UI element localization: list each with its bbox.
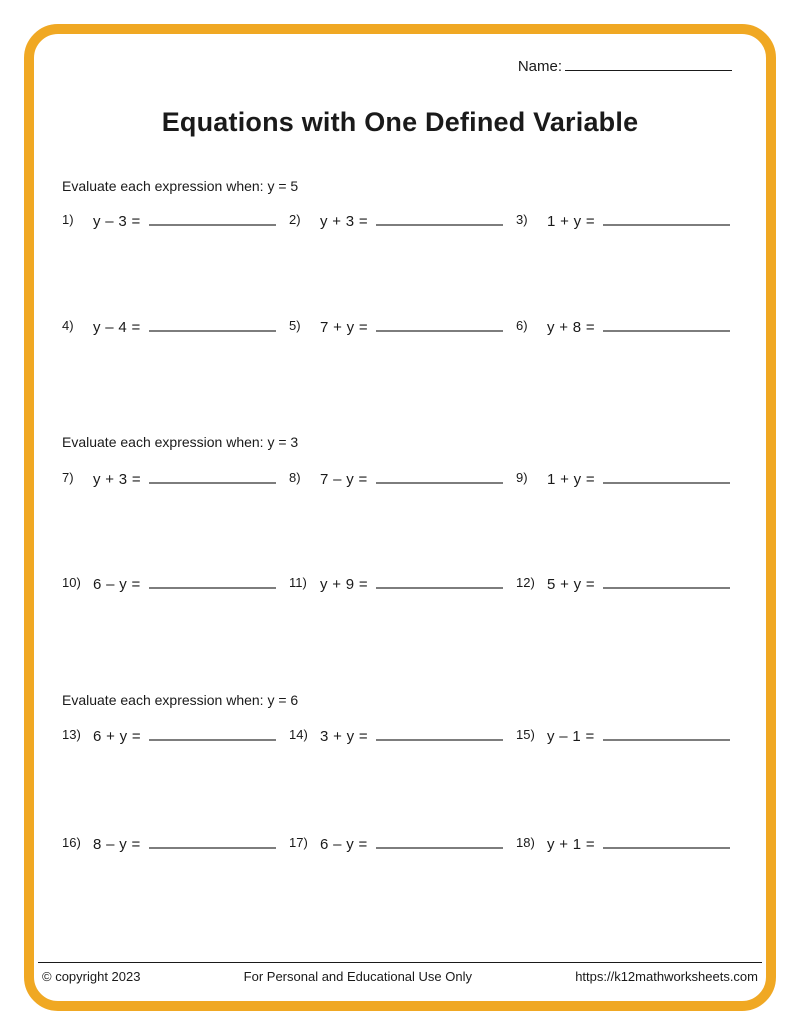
name-label: Name: [517, 58, 562, 75]
problem-10 [62, 575, 276, 595]
problem-row [62, 727, 730, 747]
name-blank-line [565, 70, 732, 71]
answer-blank-line [376, 847, 503, 849]
problem-number: 4) [62, 318, 74, 333]
problem-number: 9) [516, 470, 528, 485]
answer-blank-line [376, 587, 503, 589]
problem-expression: y + 1 = [547, 836, 595, 853]
answer-blank-line [149, 587, 276, 589]
footer-website-url: https://k12mathworksheets.com [575, 969, 758, 984]
problem-expression: 6 – y = [320, 836, 368, 853]
answer-blank-line [149, 224, 276, 226]
problem-8 [289, 470, 503, 490]
problem-expression: y – 1 = [547, 728, 595, 745]
section-y-equals-3 [62, 433, 730, 595]
problem-number: 10) [62, 575, 81, 590]
problem-expression: y – 4 = [93, 319, 141, 336]
problem-13 [62, 727, 276, 747]
answer-blank-line [149, 739, 276, 741]
answer-blank-line [149, 847, 276, 849]
section-instruction: Evaluate each expression when: y = 5 [62, 178, 299, 194]
problem-row [62, 835, 730, 855]
problem-expression: y + 8 = [547, 319, 595, 336]
problem-expression: 1 + y = [547, 213, 595, 230]
section-instruction: Evaluate each expression when: y = 3 [62, 434, 299, 450]
problem-expression: 6 + y = [93, 728, 141, 745]
footer-copyright: © copyright 2023 [42, 969, 141, 984]
answer-blank-line [376, 482, 503, 484]
problem-expression: y + 3 = [320, 213, 368, 230]
problem-number: 15) [516, 727, 535, 742]
problem-3 [516, 212, 730, 232]
problem-expression: 8 – y = [93, 836, 141, 853]
problem-2 [289, 212, 503, 232]
problem-4 [62, 318, 276, 338]
problem-number: 18) [516, 835, 535, 850]
problem-14 [289, 727, 503, 747]
answer-blank-line [603, 482, 730, 484]
answer-blank-line [603, 739, 730, 741]
answer-blank-line [376, 224, 503, 226]
problem-7 [62, 470, 276, 490]
problem-row [62, 470, 730, 490]
section-instruction: Evaluate each expression when: y = 6 [62, 692, 299, 708]
problem-17 [289, 835, 503, 855]
problem-row [62, 212, 730, 232]
problem-number: 14) [289, 727, 308, 742]
answer-blank-line [149, 482, 276, 484]
section-y-equals-6 [62, 691, 730, 855]
answer-blank-line [603, 224, 730, 226]
problem-number: 3) [516, 212, 528, 227]
problem-number: 1) [62, 212, 74, 227]
problem-expression: y + 9 = [320, 576, 368, 593]
footer-divider-line [38, 962, 762, 963]
problem-number: 17) [289, 835, 308, 850]
problem-number: 5) [289, 318, 301, 333]
problem-expression: 6 – y = [93, 576, 141, 593]
footer-usage-note: For Personal and Educational Use Only [243, 969, 473, 984]
problem-9 [516, 470, 730, 490]
problem-number: 7) [62, 470, 74, 485]
problem-number: 6) [516, 318, 528, 333]
problem-expression: 1 + y = [547, 471, 595, 488]
problem-expression: 3 + y = [320, 728, 368, 745]
problem-15 [516, 727, 730, 747]
problem-expression: y + 3 = [93, 471, 141, 488]
problem-number: 13) [62, 727, 81, 742]
answer-blank-line [603, 587, 730, 589]
answer-blank-line [376, 330, 503, 332]
answer-blank-line [603, 847, 730, 849]
problem-number: 2) [289, 212, 301, 227]
problem-16 [62, 835, 276, 855]
problem-number: 16) [62, 835, 81, 850]
answer-blank-line [149, 330, 276, 332]
problem-12 [516, 575, 730, 595]
problem-18 [516, 835, 730, 855]
problem-number: 8) [289, 470, 301, 485]
problem-row [62, 318, 730, 338]
footer [42, 968, 758, 986]
answer-blank-line [603, 330, 730, 332]
problem-number: 11) [289, 575, 307, 590]
problem-expression: 5 + y = [547, 576, 595, 593]
problem-row [62, 575, 730, 595]
problem-expression: y – 3 = [93, 213, 141, 230]
name-field-row [518, 58, 732, 75]
problem-expression: 7 + y = [320, 319, 368, 336]
problem-1 [62, 212, 276, 232]
problem-expression: 7 – y = [320, 471, 368, 488]
problem-6 [516, 318, 730, 338]
problem-11 [289, 575, 503, 595]
answer-blank-line [376, 739, 503, 741]
problem-5 [289, 318, 503, 338]
problem-number: 12) [516, 575, 535, 590]
worksheet-title: Equations with One Defined Variable [161, 107, 639, 137]
section-y-equals-5 [62, 177, 730, 338]
